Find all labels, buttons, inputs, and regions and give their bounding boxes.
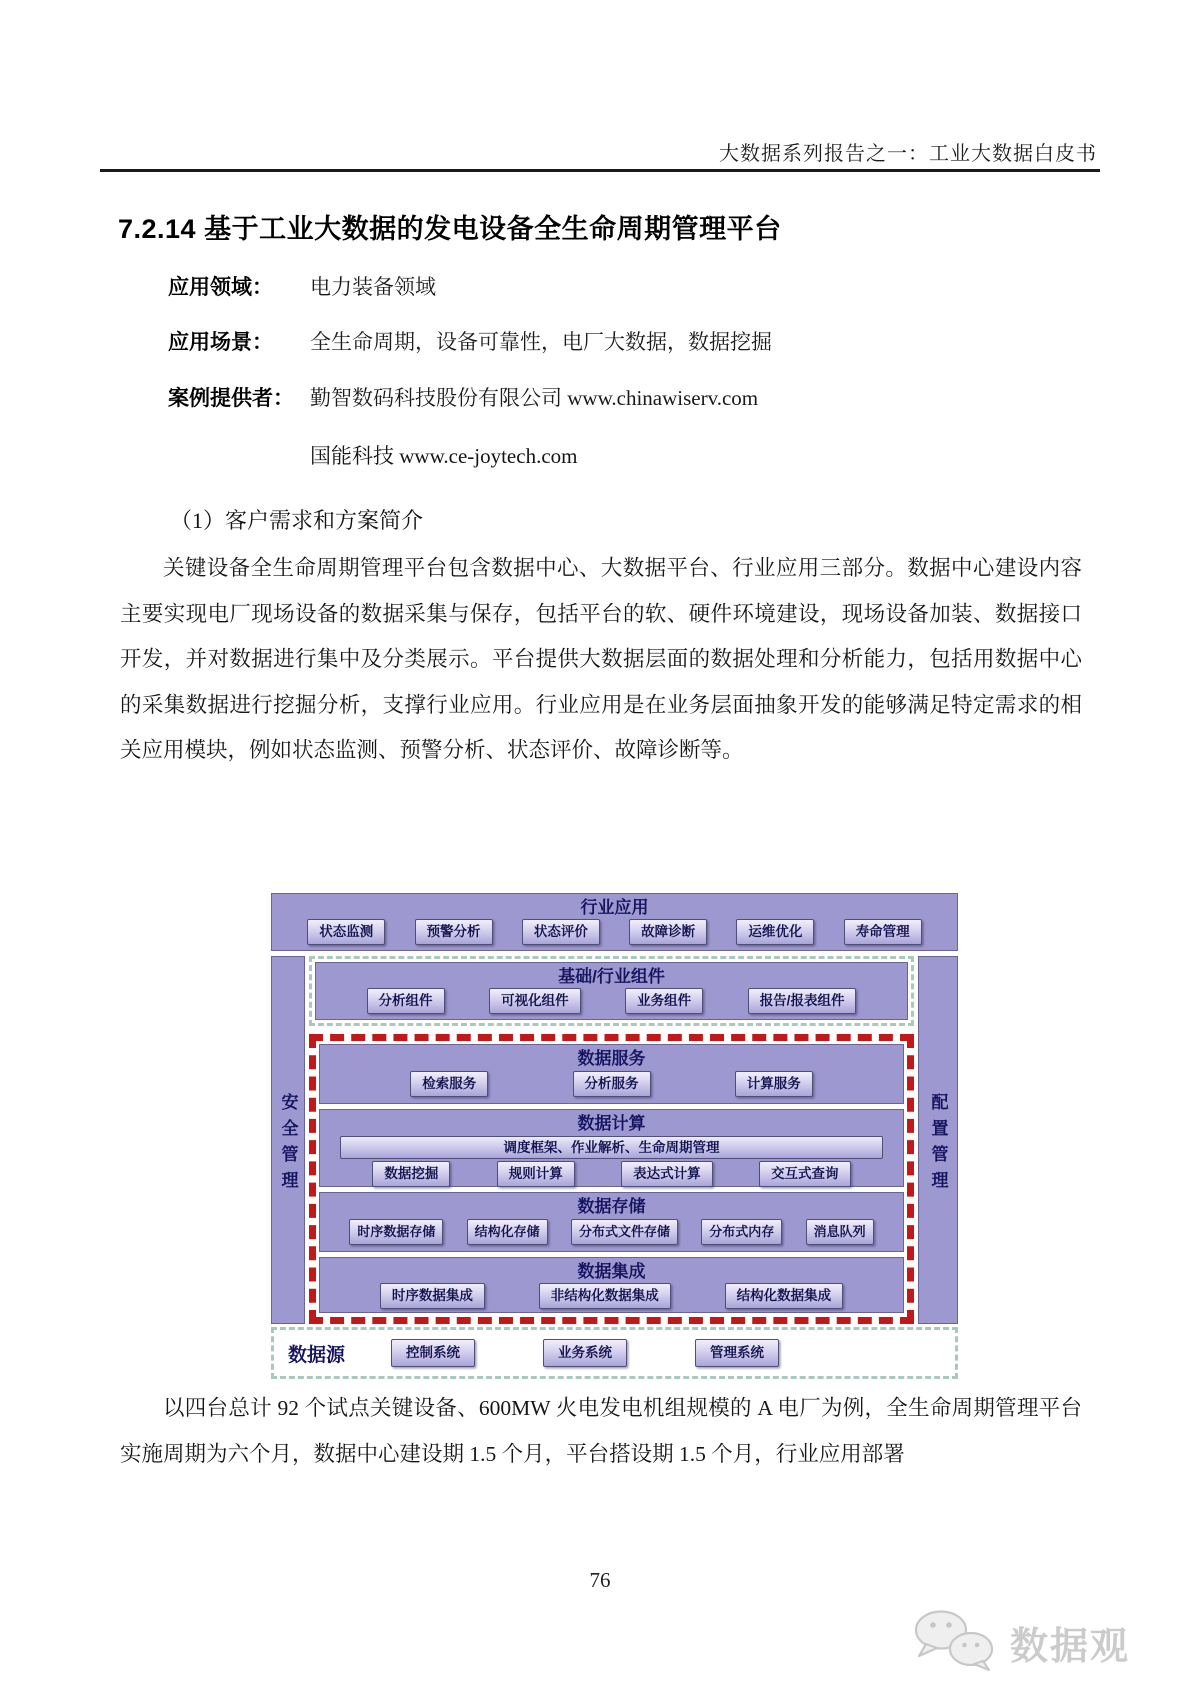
diagram-box: 规则计算 xyxy=(497,1161,575,1187)
data-service-title: 数据服务 xyxy=(577,1049,646,1068)
data-source-label: 数据源 xyxy=(288,1344,346,1366)
diagram-box: 数据挖掘 xyxy=(372,1161,450,1187)
field-label: 应用场景： xyxy=(168,331,273,354)
diagram-box: 检索服务 xyxy=(410,1071,488,1097)
diagram-box: 分析服务 xyxy=(573,1071,651,1097)
diagram-box: 分布式内存 xyxy=(701,1219,782,1245)
field-value: 全生命周期，设备可靠性，电厂大数据，数据挖掘 xyxy=(310,330,772,354)
data-compute-band xyxy=(319,1109,904,1187)
intro-paragraph: 关键设备全生命周期管理平台包含数据中心、大数据平台、行业应用三部分。数据中心建设内容主要实现电厂现场设备的数据采集与保存，包括平台的软、硬件环境建设，现场设备加装、数据接口开发，并对数据进行集中及分类展示。平台提供大数据层面的数据处理和分析能力，包括用数据中心的采集数据进行挖掘分析，支撑行业应用。行业应用是在业务层面抽象开发的能够满足特定需求的相关应用模块，例如状态监测、预警分析、状态评价、故障诊断等。 xyxy=(120,556,1082,762)
diagram-box: 分析组件 xyxy=(367,988,445,1014)
diagram-box: 分布式文件存储 xyxy=(571,1219,678,1245)
diagram-box: 状态评价 xyxy=(522,919,600,945)
diagram-box: 消息队列 xyxy=(806,1219,874,1245)
diagram-middle xyxy=(271,956,958,1324)
diagram-box: 业务系统 xyxy=(543,1339,627,1367)
diagram-box: 控制系统 xyxy=(391,1339,475,1367)
diagram-box: 状态监测 xyxy=(307,919,385,945)
platform-dashed-box xyxy=(309,1034,914,1324)
diagram-box: 运维优化 xyxy=(736,919,814,945)
wechat-bubbles-icon xyxy=(910,1608,1002,1677)
security-management-column: 安全管理 xyxy=(271,956,305,1324)
diagram-box: 交互式查询 xyxy=(759,1161,851,1187)
data-service-boxes xyxy=(320,1070,903,1103)
components-title: 基础/行业组件 xyxy=(558,967,665,986)
diagram-box: 时序数据集成 xyxy=(380,1283,485,1309)
data-service-band xyxy=(319,1044,904,1104)
field-label: 应用领域： xyxy=(168,276,273,299)
diagram-box: 故障诊断 xyxy=(629,919,707,945)
subsection-heading: （1）客户需求和方案简介 xyxy=(170,508,424,533)
example-paragraph: 以四台总计 92 个试点关键设备、600MW 火电发电机组规模的 A 电厂为例，全生命周期管理平台实施周期为六个月，数据中心建设期 1.5 个月，平台搭设期 1.5 个月，行业应用部署 xyxy=(120,1396,1082,1466)
data-integration-title: 数据集成 xyxy=(577,1262,646,1281)
diagram-box: 计算服务 xyxy=(735,1071,813,1097)
industry-apps-band xyxy=(271,893,958,951)
scheduling-framework-box: 调度框架、作业解析、生命周期管理 xyxy=(340,1136,882,1159)
data-integration-band xyxy=(319,1257,904,1313)
diagram-box: 业务组件 xyxy=(625,988,703,1014)
data-storage-band xyxy=(319,1192,904,1252)
config-management-column: 配置管理 xyxy=(918,956,958,1324)
section-title: 7.2.14 基于工业大数据的发电设备全生命周期管理平台 xyxy=(118,214,782,244)
field-value: 电力装备领域 xyxy=(310,275,436,299)
diagram-box: 结构化数据集成 xyxy=(725,1283,844,1309)
diagram-box: 管理系统 xyxy=(695,1339,779,1367)
diagram-center-column xyxy=(309,956,914,1324)
industry-apps-title: 行业应用 xyxy=(580,898,649,917)
diagram-box: 表达式计算 xyxy=(621,1161,713,1187)
field-application-domain xyxy=(168,271,1098,301)
diagram-box: 寿命管理 xyxy=(844,919,922,945)
field-value: 勤智数码科技股份有限公司 www.chinawiserv.com xyxy=(310,386,759,410)
running-header: 大数据系列报告之一：工业大数据白皮书 xyxy=(719,143,1097,165)
data-compute-title: 数据计算 xyxy=(577,1114,646,1133)
watermark-text: 数据观 xyxy=(1009,1626,1130,1668)
data-storage-title: 数据存储 xyxy=(577,1197,646,1216)
architecture-diagram xyxy=(271,893,958,1382)
industry-apps-boxes xyxy=(272,919,957,950)
diagram-box: 时序数据存储 xyxy=(349,1219,443,1245)
header-rule xyxy=(100,169,1100,172)
page-number: 76 xyxy=(589,1568,611,1592)
field-label: 案例提供者： xyxy=(168,387,294,410)
data-source-boxes xyxy=(391,1339,779,1367)
data-compute-boxes xyxy=(320,1161,903,1192)
watermark xyxy=(910,1608,1130,1677)
field-application-scene xyxy=(168,326,1098,356)
data-storage-boxes xyxy=(320,1218,903,1251)
components-band xyxy=(315,962,908,1020)
components-dashed-box xyxy=(309,956,914,1026)
diagram-box: 报告/报表组件 xyxy=(748,988,857,1014)
field-case-provider-line2: 国能科技 www.ce-joytech.com xyxy=(310,444,578,468)
diagram-box: 结构化存储 xyxy=(467,1219,548,1245)
diagram-box: 预警分析 xyxy=(415,919,493,945)
data-source-row xyxy=(271,1327,958,1379)
diagram-box: 可视化组件 xyxy=(489,988,581,1014)
diagram-box: 非结构化数据集成 xyxy=(539,1283,671,1309)
field-case-provider xyxy=(168,382,1098,412)
components-boxes xyxy=(316,988,907,1019)
data-integration-boxes xyxy=(320,1283,903,1314)
